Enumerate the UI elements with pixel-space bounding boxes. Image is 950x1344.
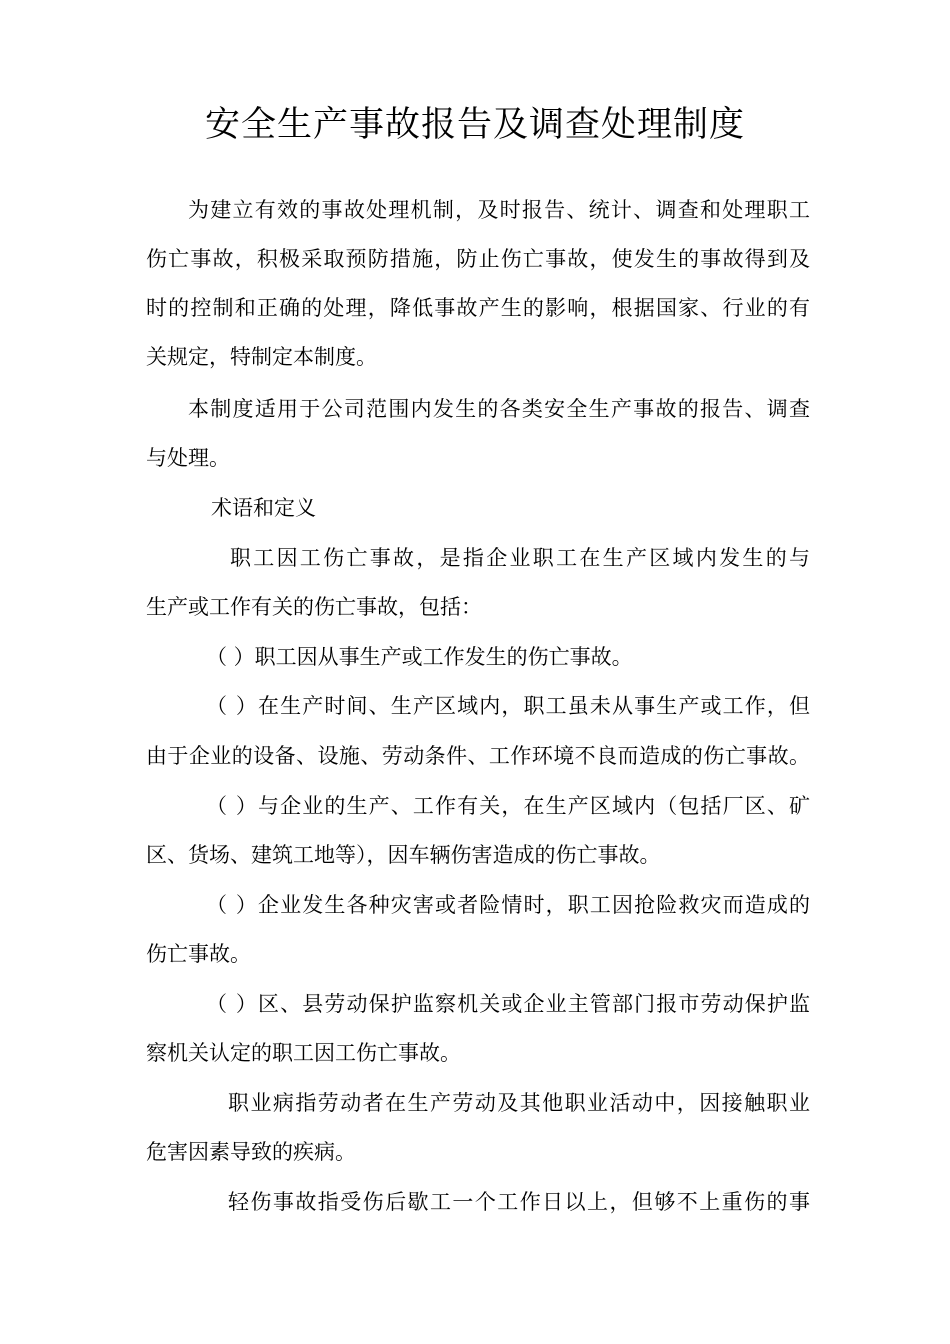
paragraph-line: 伤亡事故，积极采取预防措施，防止伤亡事故，使发生的事故得到及 (146, 247, 810, 271)
list-item: 由于企业的设备、设施、劳动条件、工作环境不良而造成的伤亡事故。 (146, 744, 810, 768)
paragraph-line: 轻伤事故指受伤后歇工一个工作日以上，但够不上重伤的事 (228, 1190, 810, 1214)
list-item: 察机关认定的职工因工伤亡事故。 (146, 1041, 461, 1065)
paragraph-line: 危害因素导致的疾病。 (146, 1140, 356, 1164)
paragraph-line: 生产或工作有关的伤亡事故，包括： (146, 595, 482, 619)
paragraph-line: 职工因工伤亡事故，是指企业职工在生产区域内发生的与 (230, 546, 810, 570)
paragraph-line: 本制度适用于公司范围内发生的各类安全生产事故的报告、调查 (188, 397, 810, 421)
document-title: 安全生产事故报告及调查处理制度 (204, 105, 745, 145)
paragraph-line: 职业病指劳动者在生产劳动及其他职业活动中，因接触职业 (228, 1091, 810, 1115)
list-item: 区、货场、建筑工地等），因车辆伤害造成的伤亡事故。 (146, 843, 661, 867)
section-heading: 术语和定义 (211, 496, 316, 520)
paragraph-line: 与处理。 (146, 446, 230, 470)
list-item: （ ）区、县劳动保护监察机关或企业主管部门报市劳动保护监 (206, 992, 810, 1016)
paragraph-line: 为建立有效的事故处理机制，及时报告、统计、调查和处理职工 (188, 198, 810, 222)
list-item: （ ）职工因从事生产或工作发生的伤亡事故。 (206, 645, 633, 669)
list-item: 伤亡事故。 (146, 942, 251, 966)
paragraph-line: 时的控制和正确的处理，降低事故产生的影响，根据国家、行业的有 (146, 296, 810, 320)
paragraph-line: 关规定，特制定本制度。 (146, 345, 377, 369)
list-item: （ ）企业发生各种灾害或者险情时，职工因抢险救灾而造成的 (206, 893, 810, 917)
list-item: （ ）在生产时间、生产区域内，职工虽未从事生产或工作，但 (206, 694, 810, 718)
list-item: （ ）与企业的生产、工作有关，在生产区域内（包括厂区、矿 (206, 794, 810, 818)
